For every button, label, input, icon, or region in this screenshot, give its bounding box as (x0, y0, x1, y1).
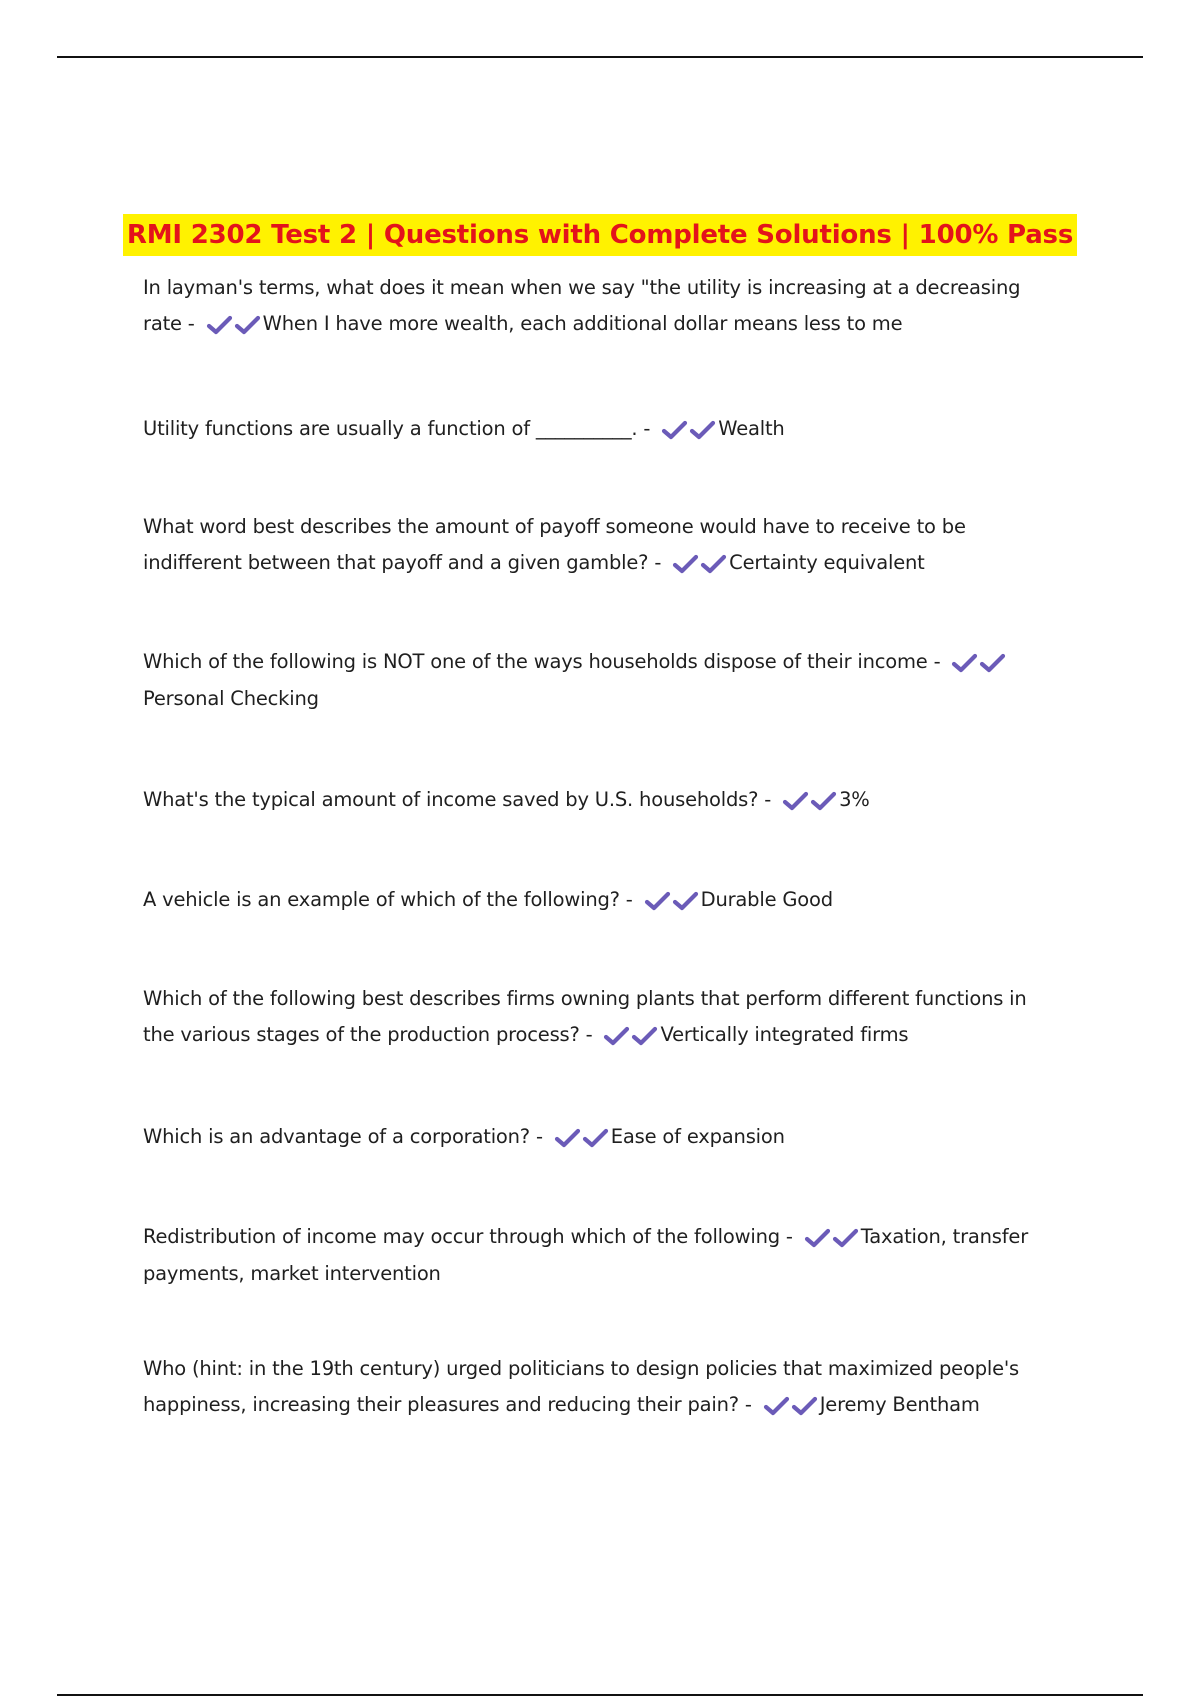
answer-marker (602, 1018, 658, 1054)
answer-marker (660, 412, 716, 448)
qa-item (143, 411, 1063, 448)
answer-marker (803, 1220, 859, 1256)
question-text: Which of the following best describes firms owning plants that perform different functions in the various stages of the production process? - (143, 987, 1027, 1046)
checkmark-icon (762, 1395, 790, 1417)
document-title: RMI 2302 Test 2 | Questions with Complete Solutions | 100% Pass (123, 214, 1077, 256)
answer-marker (762, 1388, 818, 1424)
answer-text: Certainty equivalent (729, 551, 925, 574)
qa-item (143, 509, 1063, 582)
question-text: Utility functions are usually a function of __________. - (143, 417, 651, 440)
bottom-rule (57, 1694, 1143, 1696)
top-rule (57, 56, 1143, 58)
checkmark-icon (809, 790, 837, 812)
checkmark-icon (205, 314, 233, 336)
question-text: Who (hint: in the 19th century) urged politicians to design policies that maximized people's happiness, increasing their pleasures and reducing their pain? - (143, 1357, 1020, 1416)
answer-text: Vertically integrated firms (660, 1023, 909, 1046)
question-text: Redistribution of income may occur through which of the following - (143, 1225, 793, 1248)
answer-text: Taxation, transfer payments, market intervention (143, 1225, 1029, 1285)
checkmark-icon (699, 553, 727, 575)
checkmark-icon (602, 1025, 630, 1047)
question-text: What's the typical amount of income saved by U.S. households? - (143, 788, 772, 811)
question-text: A vehicle is an example of which of the following? - (143, 888, 633, 911)
qa-item (143, 1119, 1063, 1156)
checkmark-icon (950, 652, 978, 674)
checkmark-icon (803, 1227, 831, 1249)
answer-text: Jeremy Bentham (819, 1393, 980, 1416)
checkmark-icon (233, 314, 261, 336)
checkmark-icon (630, 1025, 658, 1047)
answer-text: Durable Good (700, 888, 833, 911)
checkmark-icon (671, 553, 699, 575)
answer-marker (671, 546, 727, 582)
checkmark-icon (581, 1127, 609, 1149)
checkmark-icon (831, 1227, 859, 1249)
answer-text: Ease of expansion (610, 1125, 785, 1148)
question-text: What word best describes the amount of payoff someone would have to receive to be indifferent between that payoff and a given gamble? - (143, 515, 966, 574)
checkmark-icon (790, 1395, 818, 1417)
question-text: Which is an advantage of a corporation? - (143, 1125, 543, 1148)
answer-text: 3% (839, 788, 870, 811)
qa-item (143, 644, 1063, 717)
checkmark-icon (671, 890, 699, 912)
answer-marker (950, 645, 1006, 681)
answer-text: Wealth (718, 417, 785, 440)
qa-item (143, 981, 1063, 1054)
qa-item (143, 882, 1063, 919)
answer-text: When I have more wealth, each additional dollar means less to me (262, 312, 903, 335)
answer-marker (643, 883, 699, 919)
answer-text: Personal Checking (143, 686, 319, 710)
checkmark-icon (643, 890, 671, 912)
checkmark-icon (688, 419, 716, 441)
checkmark-icon (781, 790, 809, 812)
qa-item (143, 1351, 1063, 1424)
checkmark-icon (660, 419, 688, 441)
question-text: In layman's terms, what does it mean when we say "the utility is increasing at a decreasing rate - (143, 276, 1021, 335)
answer-marker (553, 1120, 609, 1156)
qa-item (143, 1219, 1063, 1292)
qa-item (143, 270, 1063, 343)
checkmark-icon (553, 1127, 581, 1149)
title-container (0, 214, 1200, 256)
answer-marker (205, 307, 261, 343)
qa-item (143, 782, 1063, 819)
checkmark-icon (978, 652, 1006, 674)
question-text: Which of the following is NOT one of the ways households dispose of their income - (143, 650, 941, 673)
answer-marker (781, 783, 837, 819)
